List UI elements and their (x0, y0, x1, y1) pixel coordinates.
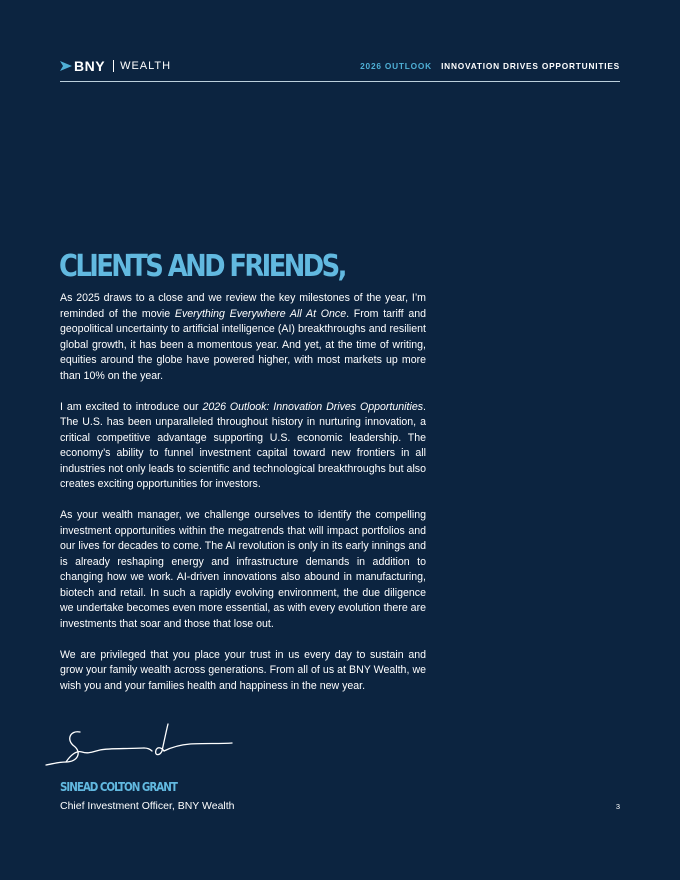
signatory-name: SINEAD COLTON GRANT (60, 780, 177, 794)
letter-paragraph-3: As your wealth manager, we challenge ourselves to identify the compelling investment opportunities within the megatrends that will impact portfolios and our lives for decades to come. The AI revolution is only in its early innings and is already reshaping energy and infrastructure demands in addition to changing how we work. AI-driven innovations also abound in manufacturing, biotech and retail. In such a rapidly evolving environment, the due diligence we undertake becomes even more essential, as with every evolution there are investments that soar and those that lose out. (60, 509, 426, 630)
letter-paragraph-2: I am excited to introduce our 2026 Outlook: Innovation Drives Opportunities. The U.S. has been unparalleled throughout history in nurturing innovation, a critical competitive advantage supporting U.S. economic leadership. The economy’s ability to funnel investment capital toward new frontiers in all industries not only leads to scientific and technological breakthroughs but also creates exciting opportunities for investors. (60, 400, 426, 490)
logo-sub: WEALTH (120, 60, 172, 72)
letter-body (60, 291, 426, 694)
signatory-title: Chief Investment Officer, BNY Wealth (60, 800, 235, 812)
letter-headline: CLIENTS AND FRIENDS, (59, 249, 345, 284)
page-number: 3 (615, 802, 620, 811)
logo-brand: BNY (74, 58, 106, 74)
header-divider (60, 81, 620, 82)
handwritten-signature (44, 718, 240, 770)
letter-paragraph-4: We are privileged that you place your trust in us every day to sustain and grow your family wealth across generations. From all of us at BNY Wealth, we wish you and your families health and happiness in the new year. (60, 648, 426, 692)
report-theme: INNOVATION DRIVES OPPORTUNITIES (441, 61, 620, 71)
bny-wealth-logo (60, 58, 171, 74)
report-title (360, 58, 620, 74)
logo-divider (113, 60, 114, 72)
report-label: 2026 OUTLOOK (360, 61, 432, 71)
letter-paragraph-1: As 2025 draws to a close and we review the key milestones of the year, I’m reminded of the movie Everything Everywhere All At Once. From tariff and geopolitical uncertainty to artificial intelligence (AI) breakthroughs and resilient global growth, it has been a momentous year. And yet, at the time of writing, equities around the globe have powered higher, with most markets up more than 10% on the year. (60, 292, 427, 382)
page-header (60, 58, 620, 74)
bny-arrow-icon (60, 61, 72, 71)
